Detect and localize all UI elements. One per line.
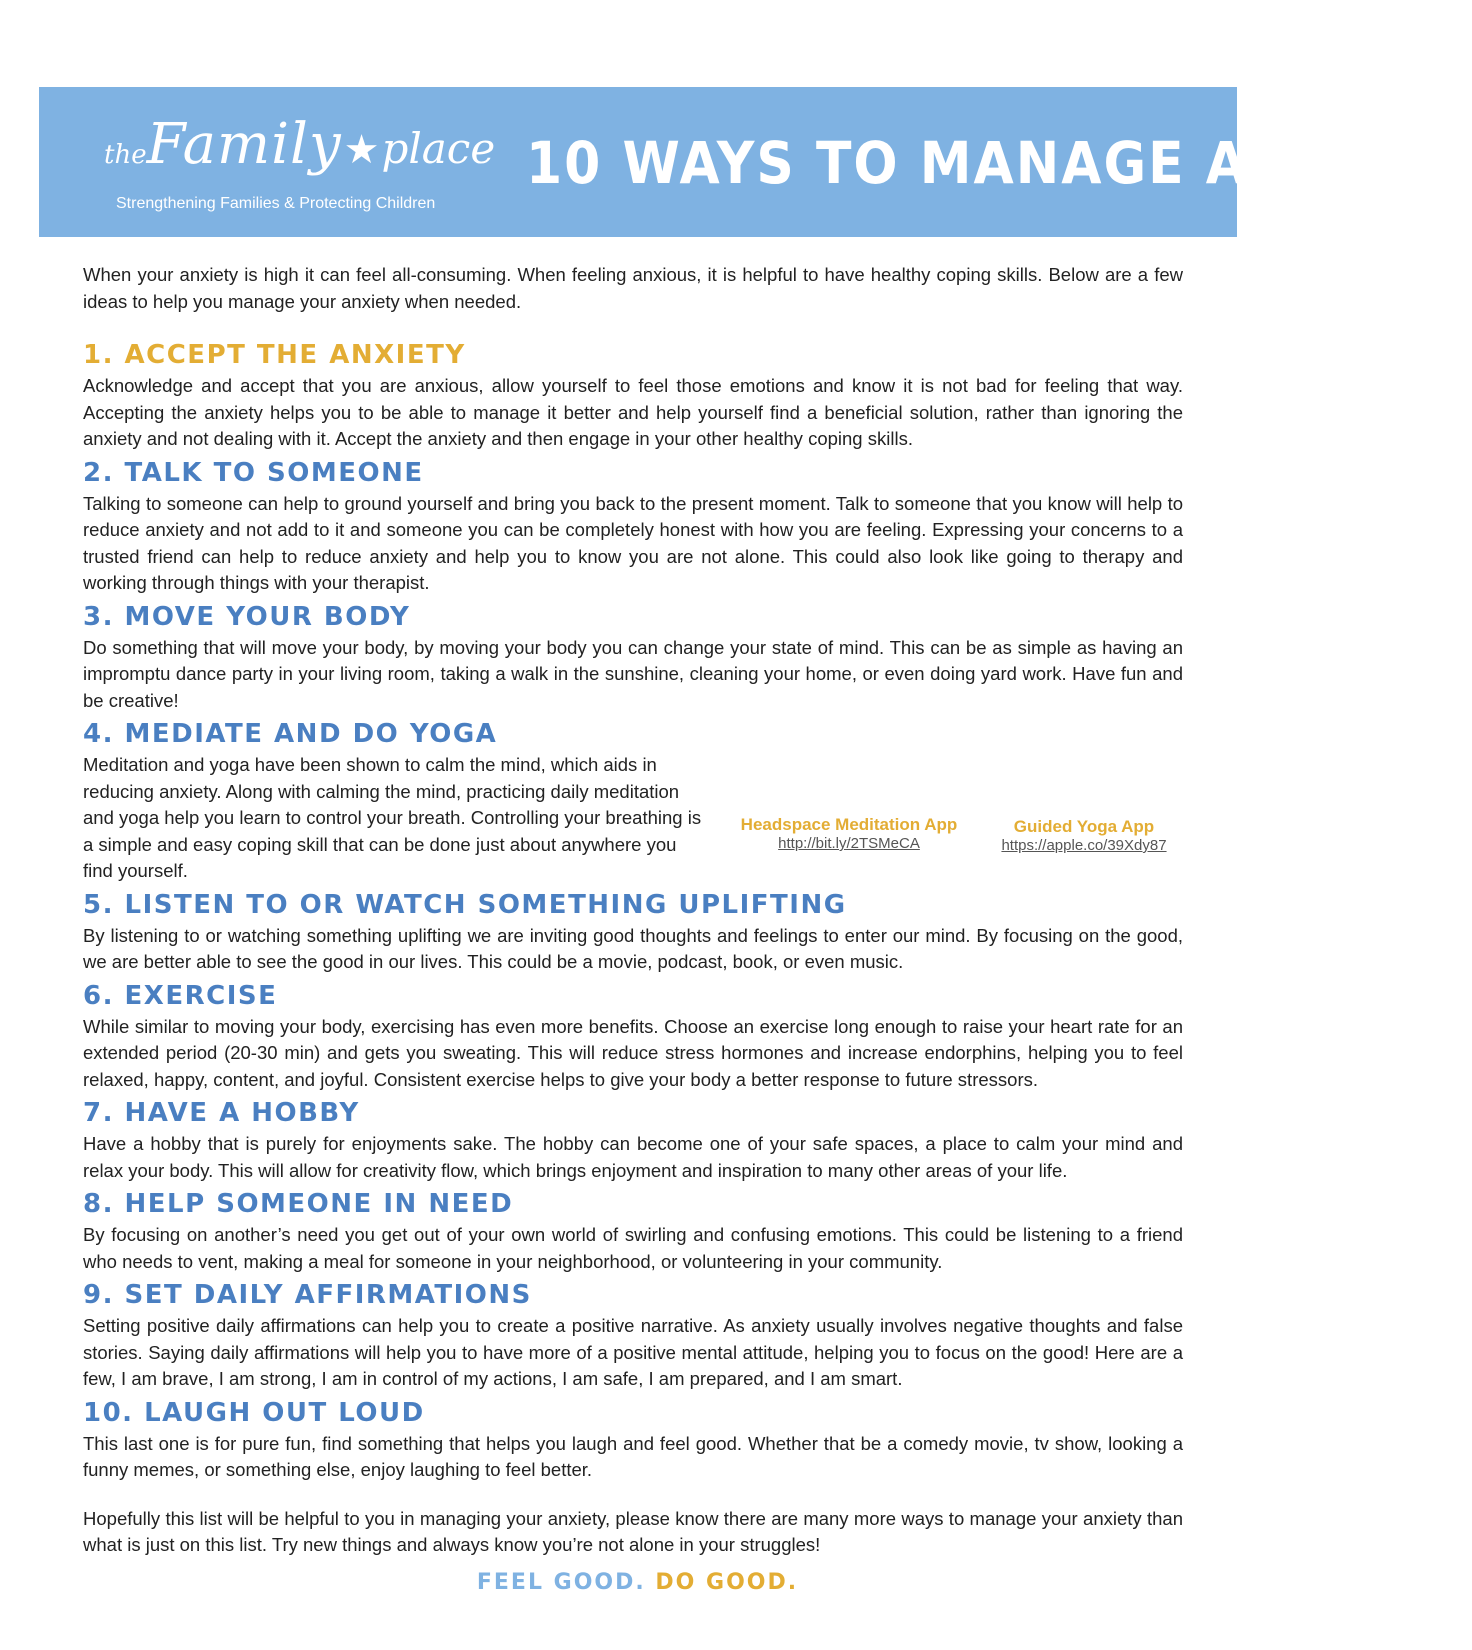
section-body: Talking to someone can help to ground yourself and bring you back to the present moment. Talk to someone that you know will help to reduce anxiety and not add to it and someone you can be completely honest with how you are feeling. Expressing your concerns to a trusted friend can help to reduce anxiety and help you to know you are not alone. This could also look like going to therapy and working through things with your therapist. bbox=[83, 492, 1183, 593]
section-9 bbox=[83, 1277, 1183, 1393]
section-2 bbox=[83, 455, 1183, 597]
main-content bbox=[83, 262, 1183, 1559]
app-links bbox=[724, 815, 1184, 865]
section-title: 1. ACCEPT THE ANXIETY bbox=[83, 340, 466, 370]
logo-family: Family bbox=[146, 112, 342, 177]
logo-tagline: Strengthening Families & Protecting Children bbox=[116, 195, 436, 212]
section-body: This last one is for pure fun, find something that helps you laugh and feel good. Whether that be a comedy movie, tv show, looking a funny memes, or something else, enjoy laughing to feel better. bbox=[83, 1432, 1183, 1480]
section-title: 10. LAUGH OUT LOUD bbox=[83, 1397, 425, 1428]
star-icon: ★ bbox=[343, 127, 380, 173]
section-body: Have a hobby that is purely for enjoyments sake. The hobby can become one of your safe spaces, a place to calm your mind and relax your body. This will allow for creativity flow, which brings enjoyment and inspiration to many other areas of your life. bbox=[83, 1133, 1183, 1181]
section-title: 3. MOVE YOUR BODY bbox=[83, 601, 411, 632]
section-body: Do something that will move your body, by moving your body you can change your state of mind. This can be as simple as having an impromptu dance party in your living room, taking a walk in the sunshine, cleaning your home, or even doing yard work. Have fun and be creative! bbox=[83, 636, 1183, 711]
page-title: 10 WAYS TO MANAGE ANXIETY bbox=[526, 130, 1472, 198]
section-5 bbox=[83, 887, 1183, 976]
section-7 bbox=[83, 1095, 1183, 1184]
headspace-link[interactable]: http://bit.ly/2TSMeCA bbox=[778, 835, 920, 852]
section-body: Meditation and yoga have been shown to calm the mind, which aids in reducing anxiety. Along with calming the mind, practicing daily meditation and yoga help you learn to control your breath. Controlling your breathing is a simple and easy coping skill that can be done just about anywhere you find yourself. bbox=[83, 754, 702, 881]
section-body: While similar to moving your body, exercising has even more benefits. Choose an exercise long enough to raise your heart rate for an extended period (20-30 min) and gets you sweating. This will reduce stress hormones and increase endorphins, helping you to feel relaxed, happy, content, and joyful. Consistent exercise helps to give your body a better response to future stressors. bbox=[83, 1015, 1183, 1090]
section-title: 4. MEDIATE AND DO YOGA bbox=[83, 719, 498, 749]
closing-paragraph: Hopefully this list will be helpful to you in managing your anxiety, please know there are many more ways to manage your anxiety than what is just on this list. Try new things and always know you’re not alone in your struggles! bbox=[83, 1507, 1183, 1555]
section-body: Setting positive daily affirmations can help you to create a positive narrative. As anxiety usually involves negative thoughts and false stories. Saying daily affirmations will help you to have more of a positive mental attitude, helping you to focus on the good! Here are a few, I am brave, I am strong, I am in control of my actions, I am safe, I am prepared, and I am smart. bbox=[83, 1315, 1183, 1389]
section-body: By focusing on another’s need you get out of your own world of swirling and confusing emotions. This could be listening to a friend who needs to vent, making a meal for someone in your neighborhood, or volunteering in your community. bbox=[83, 1224, 1183, 1272]
footer-tagline bbox=[0, 1570, 1275, 1595]
section-8 bbox=[83, 1186, 1183, 1275]
section-title: 8. HELP SOMEONE IN NEED bbox=[83, 1189, 514, 1219]
section-title: 5. LISTEN TO OR WATCH SOMETHING UPLIFTING bbox=[83, 889, 847, 920]
intro-paragraph: When your anxiety is high it can feel all-consuming. When feeling anxious, it is helpful to have healthy coping skills. Below are a few ideas to help you manage your anxiety when needed. bbox=[83, 264, 1183, 312]
section-1 bbox=[83, 337, 1183, 453]
footer-feel-good: FEEL GOOD. bbox=[476, 1570, 646, 1595]
footer-do-good: DO GOOD. bbox=[655, 1570, 799, 1595]
family-place-logo bbox=[104, 112, 495, 177]
section-title: 7. HAVE A HOBBY bbox=[83, 1098, 360, 1128]
yoga-link[interactable]: https://apple.co/39Xdy87 bbox=[1001, 837, 1167, 854]
headspace-label: Headspace Meditation App bbox=[740, 815, 958, 834]
yoga-link-group bbox=[984, 817, 1184, 854]
headspace-link-group bbox=[724, 815, 974, 852]
section-body: By listening to or watching something uplifting we are inviting good thoughts and feelings to enter our mind. By focusing on the good, we are better able to see the good in our lives. This could be a movie, podcast, book, or even music. bbox=[83, 924, 1183, 972]
yoga-label: Guided Yoga App bbox=[1013, 817, 1155, 836]
section-6 bbox=[83, 978, 1183, 1094]
section-title: 6. EXERCISE bbox=[83, 980, 278, 1011]
section-title: 2. TALK TO SOMEONE bbox=[83, 457, 424, 488]
section-3 bbox=[83, 599, 1183, 715]
logo-the: the bbox=[104, 140, 147, 170]
section-title: 9. SET DAILY AFFIRMATIONS bbox=[83, 1280, 532, 1310]
logo-place: place bbox=[381, 124, 496, 173]
section-10 bbox=[83, 1395, 1183, 1484]
section-body: Acknowledge and accept that you are anxious, allow yourself to feel those emotions and know it is not bad for feeling that way. Accepting the anxiety helps you to be able to manage it better and help yourself find a beneficial solution, rather than ignoring the anxiety and not dealing with it. Accept the anxiety and then engage in your other healthy coping skills. bbox=[83, 375, 1183, 449]
